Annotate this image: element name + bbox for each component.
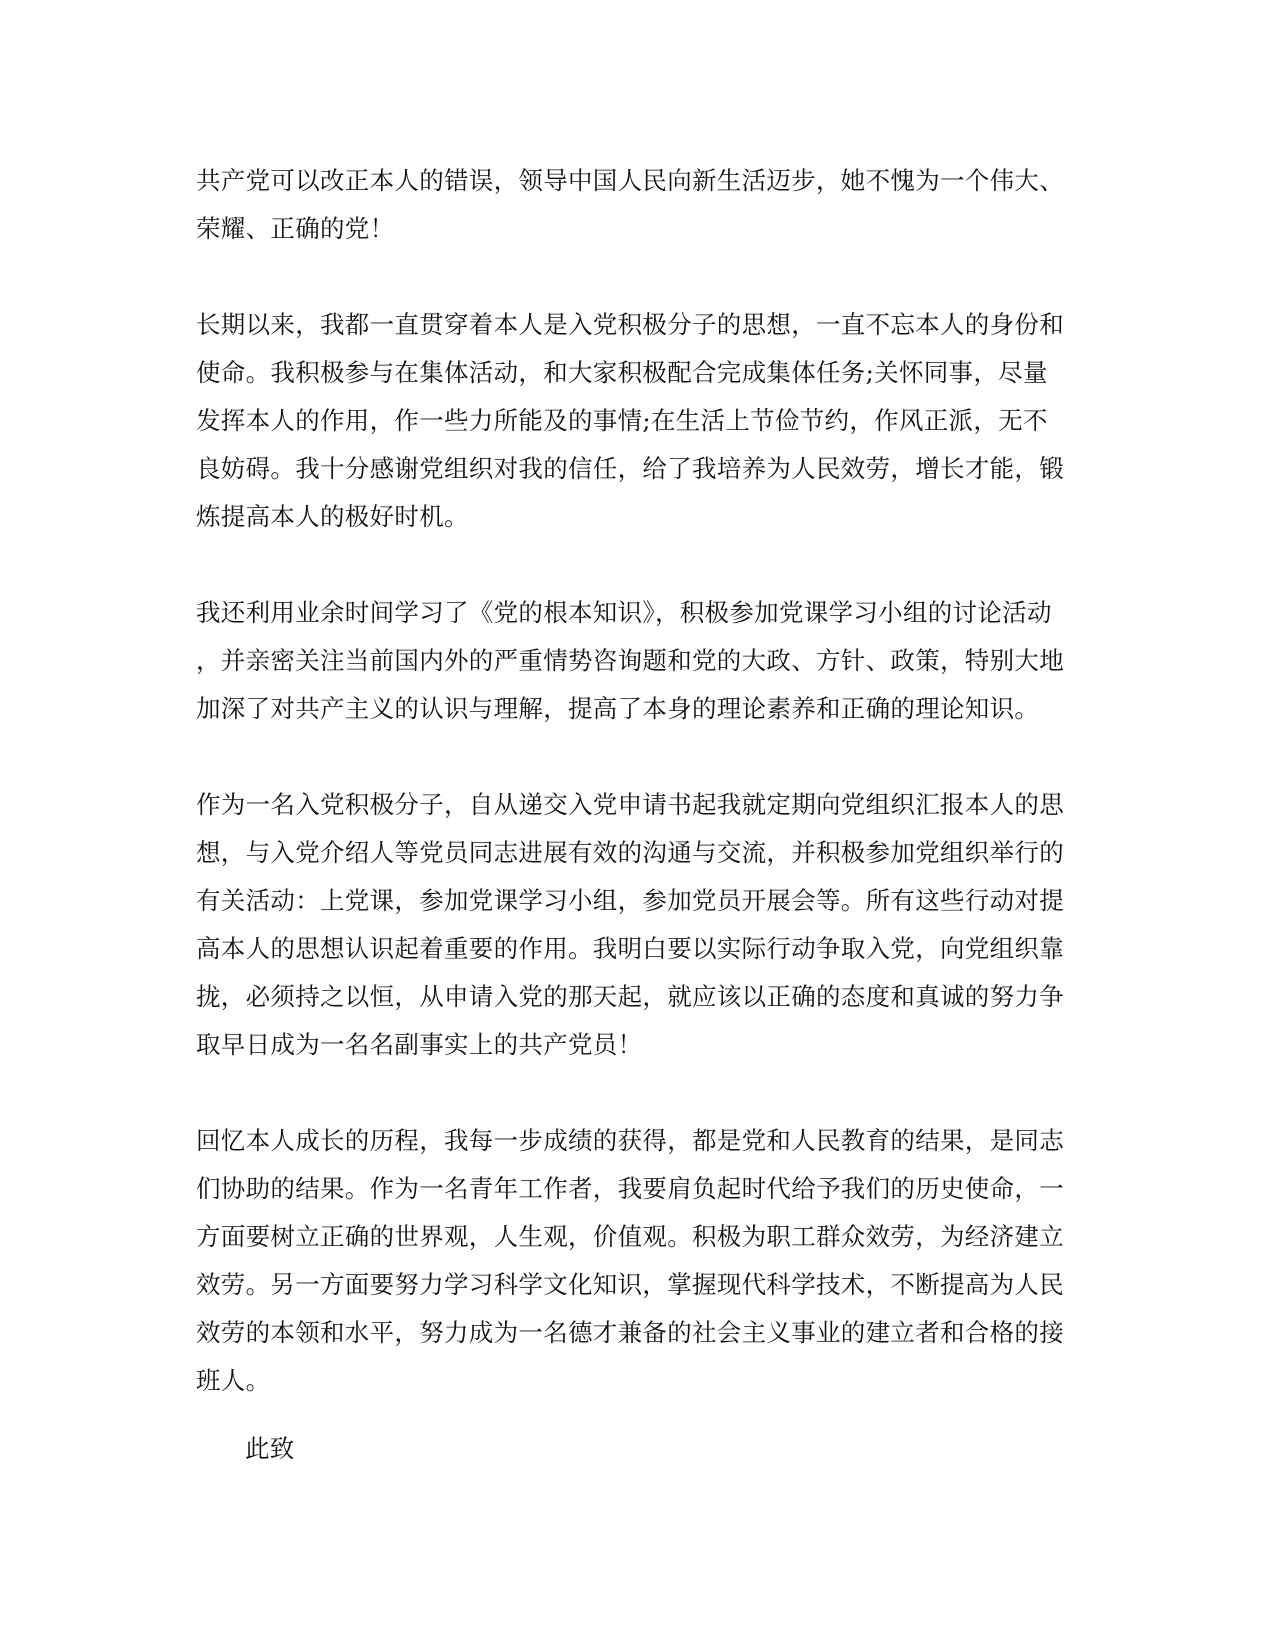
text-line: 荣耀、正确的党！	[196, 214, 395, 243]
text-line: 想，与入党介绍人等党员同志进展有效的沟通与交流，并积极参加党组织举行的	[196, 838, 1064, 867]
text-line: 炼提高本人的极好时机。	[196, 502, 469, 531]
text-line: 回忆本人成长的历程，我每一步成绩的获得，都是党和人民教育的结果，是同志	[196, 1126, 1064, 1155]
text-line: 有关活动：上党课，参加党课学习小组，参加党员开展会等。所有这些行动对提	[196, 886, 1064, 915]
paragraph-3	[196, 589, 1076, 733]
paragraph-2	[196, 301, 1076, 541]
text-line: 作为一名入党积极分子，自从递交入党申请书起我就定期向党组织汇报本人的思	[196, 790, 1064, 819]
document-body	[196, 157, 1076, 1405]
text-line: 效劳。另一方面要努力学习科学文化知识，掌握现代科学技术，不断提高为人民	[196, 1270, 1064, 1299]
text-line: 班人。	[196, 1366, 271, 1395]
text-line: 效劳的本领和水平，努力成为一名德才兼备的社会主义事业的建立者和合格的接	[196, 1318, 1064, 1347]
closing-salutation: 此致	[245, 1434, 295, 1463]
text-line: 拢，必须持之以恒，从申请入党的那天起，就应该以正确的态度和真诚的努力争	[196, 982, 1064, 1011]
text-line: 加深了对共产主义的认识与理解，提高了本身的理论素养和正确的理论知识。	[196, 694, 1040, 723]
text-line: 高本人的思想认识起着重要的作用。我明白要以实际行动争取入党，向党组织靠	[196, 934, 1064, 963]
text-line: 方面要树立正确的世界观，人生观，价值观。积极为职工群众效劳，为经济建立	[196, 1222, 1064, 1251]
text-line: 良妨碍。我十分感谢党组织对我的信任，给了我培养为人民效劳，增长才能，锻	[196, 454, 1064, 483]
text-line: 发挥本人的作用，作一些力所能及的事情;在生活上节俭节约，作风正派，无不	[196, 406, 1048, 435]
paragraph-4	[196, 781, 1076, 1069]
paragraph-5	[196, 1117, 1076, 1405]
text-line: 取早日成为一名名副事实上的共产党员！	[196, 1030, 643, 1059]
text-line: 长期以来，我都一直贯穿着本人是入党积极分子的思想，一直不忘本人的身份和	[196, 310, 1064, 339]
text-line: 们协助的结果。作为一名青年工作者，我要肩负起时代给予我们的历史使命，一	[196, 1174, 1064, 1203]
text-line: ，并亲密关注当前国内外的严重情势咨询题和党的大政、方针、政策，特别大地	[196, 646, 1064, 675]
paragraph-1	[196, 157, 1076, 253]
text-line: 使命。我积极参与在集体活动，和大家积极配合完成集体任务;关怀同事，尽量	[196, 358, 1048, 387]
text-line: 共产党可以改正本人的错误，领导中国人民向新生活迈步，她不愧为一个伟大、	[196, 166, 1064, 195]
text-line: 我还利用业余时间学习了《党的根本知识》，积极参加党课学习小组的讨论活动	[196, 598, 1052, 627]
